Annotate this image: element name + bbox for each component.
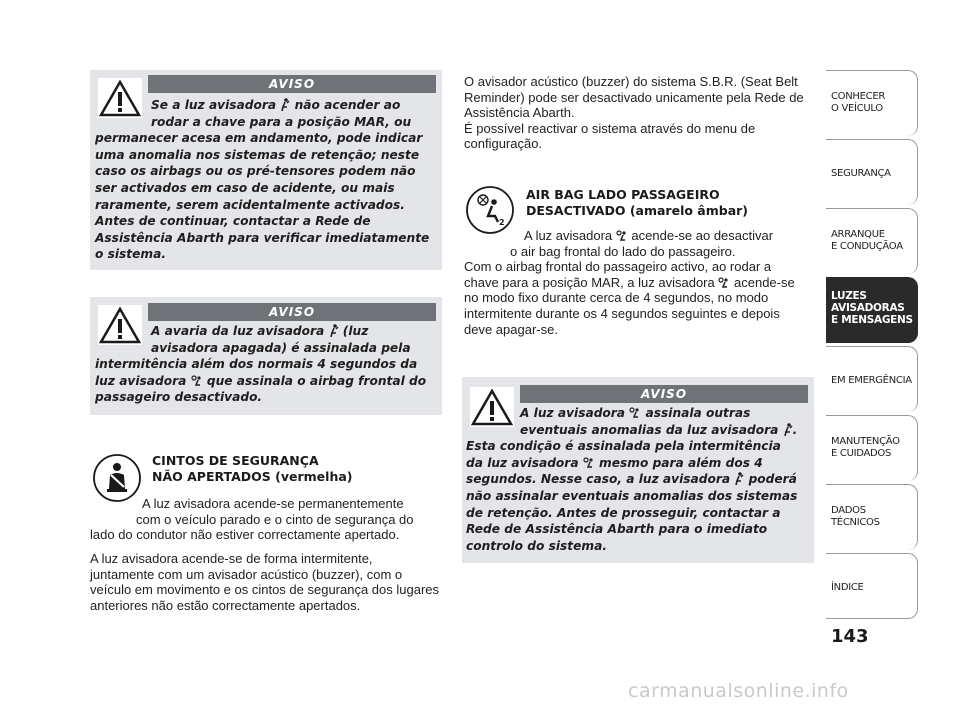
tab-arranque-e-conducao[interactable]: ARRANQUE E CONDUÇÃOA [826, 208, 918, 274]
tab-luzes-avisadoras[interactable]: LUZES AVISADORAS E MENSAGENS [826, 277, 918, 343]
airbag-warning-glyph-icon [280, 98, 290, 111]
aviso-label-1: AVISO [148, 75, 436, 93]
cintos-paragraph-2: A luz avisadora acende-se de forma intermitente, juntamente com um avisador acústico (buzzer), com o veículo em movimento e os cintos de segurança dos lugares anteriores não estão correctamente apertados. [90, 551, 440, 613]
passenger-airbag-off-glyph-icon [629, 407, 641, 419]
aviso-label-2: AVISO [148, 303, 436, 321]
tab-conhecer-o-veiculo[interactable]: CONHECER O VEÍCULO [826, 70, 918, 136]
airbag-heading: AIR BAG LADO PASSAGEIRO DESACTIVADO (amarelo âmbar) [526, 187, 749, 218]
watermark: carmanualsonline.info [628, 680, 849, 702]
page-number: 143 [831, 626, 869, 647]
airbag-warning-glyph-icon [783, 423, 793, 436]
cintos-paragraph-1: A luz avisadora acende-se permanentemente com o veículo parado e o cinto de segurança do lado do condutor não estiver correctamente apertado. [90, 496, 414, 543]
passenger-airbag-off-glyph-icon [191, 375, 203, 387]
cintos-heading: CINTOS DE SEGURANÇA NÃO APERTADOS (vermelha) [152, 453, 353, 484]
airbag-warning-glyph-icon [734, 472, 744, 485]
aviso-text-1: Se a luz avisadora não acender ao rodar a chave para a posição MAR, ou permanecer acesa em andamento, pode indicar uma anomalia nos sistemas de retenção; neste caso os airbags ou os pré-tensores podem não ser activados em caso de acidente, ou mais raramente, serem acidentalmente activados. Antes de continuar, contactar a Rede de Assistência Abarth para verificar imediatamente o sistema. [95, 98, 430, 262]
airbag-paragraph-1: A luz avisadora acende-se ao desactivar o air bag frontal do lado do passageiro. Com o airbag frontal do passageiro activo, ao rodar a chave para a posição MAR, a luz avisadora acende-se no modo fixo durante cerca de 4 segundos, no modo intermitente durante os 4 segundos seguintes e depois deve apagar-se. [464, 228, 795, 337]
tab-manutencao-e-cuidados[interactable]: MANUTENÇÃO E CUIDADOS [826, 415, 918, 481]
svg-text:2: 2 [499, 218, 505, 227]
passenger-airbag-off-glyph-icon [616, 230, 628, 242]
passenger-airbag-off-glyph-icon [583, 457, 595, 469]
tab-seguranca[interactable]: SEGURANÇA [826, 139, 918, 205]
intro-paragraph: O avisador acústico (buzzer) do sistema S.B.R. (Seat Belt Reminder) pode ser desactivado unicamente pela Rede de Assistência Abarth. É possível reactivar o sistema através do menu de configuração. [464, 74, 804, 152]
aviso-label-3: AVISO [520, 385, 808, 403]
airbag-warning-glyph-icon [329, 324, 339, 337]
aviso-text-2: A avaria da luz avisadora (luz avisadora apagada) é assinalada pela intermitência além dos normais 4 segundos da luz avisadora que assinala o airbag frontal do passageiro desactivado. [95, 324, 427, 405]
tab-indice[interactable]: ÍNDICE [826, 553, 918, 619]
aviso-text-3: A luz avisadora assinala outras eventuais anomalias da luz avisadora . Esta condição é assinalada pela intermitência da luz avisadora mesmo para além dos 4 segundos. Nesse caso, a luz avisadora poderá não assinalar eventuais anomalias dos sistemas de retenção. Antes de prosseguir, contactar a Rede de Assistência Abarth para o imediato controlo do sistema. [466, 406, 798, 553]
passenger-airbag-off-glyph-icon [718, 277, 730, 289]
tab-dados-tecnicos[interactable]: DADOS TÉCNICOS [826, 484, 918, 550]
tab-em-emergencia[interactable]: EM EMERGÊNCIA [826, 346, 918, 412]
